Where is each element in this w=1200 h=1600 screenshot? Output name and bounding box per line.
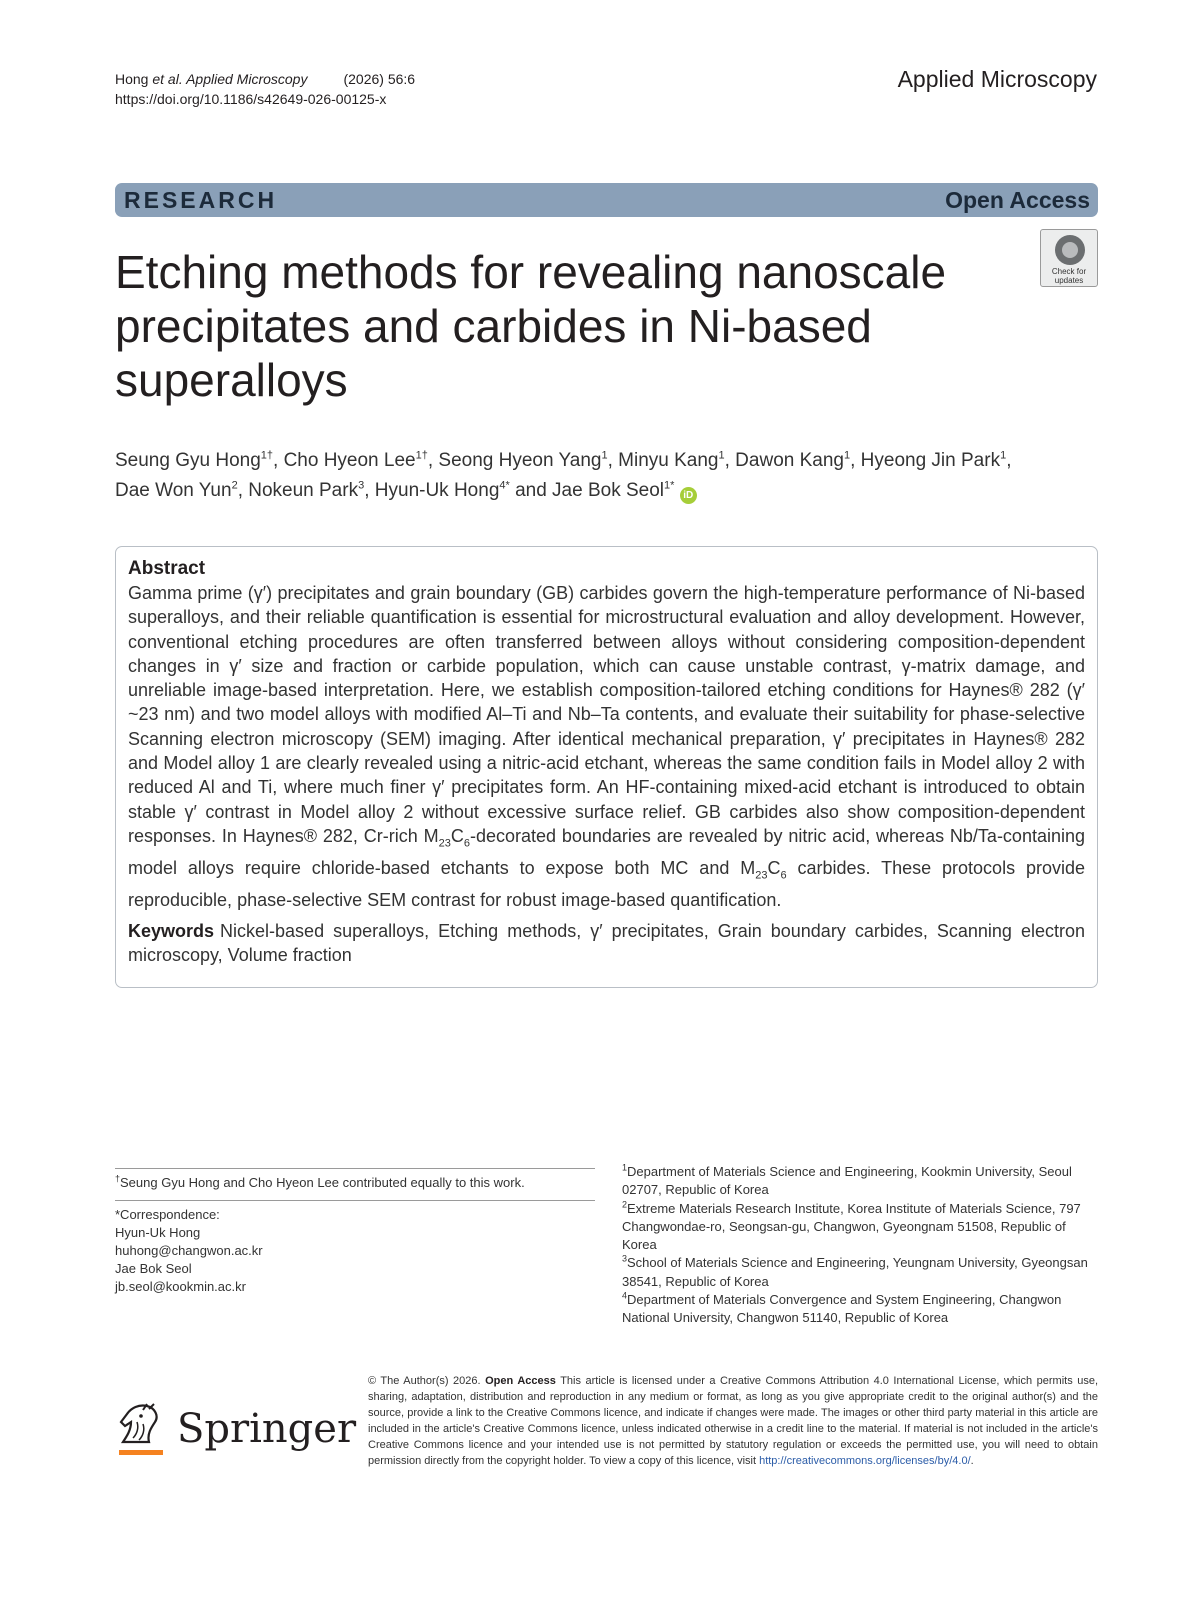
correspondence-name: Jae Bok Seol: [115, 1261, 192, 1276]
check-updates-line1: Check for: [1051, 267, 1087, 276]
license-section: [115, 1373, 1099, 1468]
author-affil: 4*: [499, 479, 510, 492]
subscript: 23: [755, 869, 768, 882]
affiliation-text: Department of Materials Convergence and System Engineering, Changwon National University, Changwon 51140, Republic of Korea: [622, 1292, 1062, 1326]
author-name[interactable]: , Nokeun Park: [237, 480, 359, 501]
springer-horse-icon: [117, 1400, 165, 1460]
check-updates-text: [1041, 267, 1097, 285]
springer-wordmark: Springer: [177, 1406, 357, 1452]
article-type: RESEARCH: [124, 187, 278, 213]
author-affil: 1*: [664, 479, 675, 492]
doi-link[interactable]: https://doi.org/10.1186/s42649-026-00125-x: [115, 91, 387, 107]
article-title: Etching methods for revealing nanoscale precipitates and carbides in Ni-based superalloys: [115, 246, 947, 406]
abstract-text-part: C: [450, 825, 464, 846]
affiliation-number: 4: [622, 1290, 628, 1301]
subscript: 6: [463, 837, 470, 850]
license-end: .: [970, 1455, 974, 1468]
author-affil: 1: [718, 449, 725, 462]
correspondence-email[interactable]: jb.seol@kookmin.ac.kr: [115, 1279, 246, 1294]
orcid-icon[interactable]: iD: [680, 487, 697, 504]
equal-contribution-text: Seung Gyu Hong and Cho Hyeon Lee contributed equally to this work.: [120, 1175, 525, 1190]
abstract-box: [115, 546, 1098, 988]
author-name[interactable]: and Jae Bok Seol: [509, 480, 665, 501]
copyright: © The Author(s) 2026.: [368, 1375, 486, 1387]
keywords-label: Keywords: [128, 921, 215, 942]
citation-line: [115, 69, 415, 89]
author-name[interactable]: Seung Gyu Hong: [115, 450, 261, 471]
subscript: 6: [780, 869, 787, 882]
footnotes: [115, 1168, 595, 1296]
abstract-text-part: C: [767, 857, 781, 878]
springer-logo[interactable]: [115, 1400, 357, 1460]
affiliation-number: 1: [622, 1162, 628, 1173]
license-text: [368, 1373, 1098, 1470]
affiliation-text: School of Materials Science and Engineering, Yeungnam University, Gyeongsan 38541, Republic of Korea: [622, 1255, 1088, 1289]
abstract-text-part: Gamma prime (γ′) precipitates and grain boundary (GB) carbides govern the high-temperature performance of Ni-based superalloys, and their reliable quantification is essential for microstructural evaluation and alloy development. However, conventional etching procedures are often transferred between alloys without considering composition-dependent changes in γ′ size and fraction or carbide population, which can cause unstable contrast, γ-matrix damage, and unreliable image-based interpretation. Here, we establish composition-tailored etching conditions for Haynes® 282 (γ′ ~23 nm) and two model alloys with modified Al–Ti and Nb–Ta contents, and evaluate their suitability for phase-selective Scanning electron microscopy (SEM) imaging. After identical mechanical preparation, γ′ precipitates in Haynes® 282 and Model alloy 1 are clearly revealed using a nitric-acid etchant, whereas the same condition fails in Model alloy 2 with reduced Al and Ti, where much finer γ′ precipitates form. An HF-containing mixed-acid etchant is introduced to obtain stable γ′ contrast in Model alloy 2 without excessive surface relief. GB carbides also show composition-dependent responses. In Haynes® 282, Cr-rich M: [128, 583, 1085, 846]
affiliation-item: [622, 1200, 1092, 1255]
author-name[interactable]: , Cho Hyeon Lee: [273, 450, 416, 471]
author-affil: 1†: [260, 449, 274, 462]
author-affil: 1: [843, 449, 851, 462]
abstract-heading: Abstract: [128, 558, 206, 579]
affiliations: [622, 1163, 1092, 1328]
correspondence-email[interactable]: huhong@changwon.ac.kr: [115, 1243, 263, 1258]
affiliation-text: Department of Materials Science and Engineering, Kookmin University, Seoul 02707, Republic of Korea: [622, 1164, 1072, 1198]
check-for-updates-badge[interactable]: [1040, 229, 1098, 287]
running-header: [115, 69, 415, 109]
article-type-banner: [115, 183, 1098, 217]
journal-name: Applied Microscopy: [897, 66, 1097, 92]
abstract-text-part: -decorated boundaries are revealed by nitric acid, whereas Nb/Ta-containing model alloys require chloride-based etchants to expose both MC and M: [128, 825, 1085, 878]
subscript: 23: [438, 837, 451, 850]
affiliation-item: [622, 1163, 1092, 1200]
author-affil: 3: [358, 479, 365, 492]
author-affil: 2: [231, 479, 238, 492]
correspondence-name: Hyun-Uk Hong: [115, 1225, 201, 1240]
citation-volume: (2026) 56:6: [343, 71, 416, 87]
keywords-list: Nickel-based superalloys, Etching methods, γ′ precipitates, Grain boundary carbides, Scanning electron microscopy, Volume fraction: [128, 921, 1085, 966]
affiliation-item: [622, 1291, 1092, 1328]
check-updates-line2: updates: [1054, 276, 1084, 285]
open-access-label: Open Access: [945, 187, 1090, 213]
footnote-mark: †: [115, 1173, 121, 1184]
license-link[interactable]: http://creativecommons.org/licenses/by/4.0/: [759, 1455, 971, 1468]
citation-journal: et al. Applied Microscopy: [152, 71, 308, 87]
license-open-access: Open Access: [485, 1375, 556, 1387]
correspondence: [115, 1200, 595, 1296]
abstract-text-part: carbides. These protocols provide reproducible, phase-selective SEM contrast for robust image-based quantification.: [128, 857, 1085, 910]
license-body: This article is licensed under a Creative Commons Attribution 4.0 International License, which permits use, sharing, adaptation, distribution and reproduction in any medium or format, as long as you give appropriate credit to the original author(s) and the source, provide a link to the Creative Commons licence, and indicate if changes were made. The images or other third party material in this article are included in the article's Creative Commons licence, unless indicated otherwise in a credit line to the material. If material is not included in the article's Creative Commons licence and your intended use is not permitted by statutory regulation or exceeds the permitted use, you will need to obtain permission directly from the copyright holder. To view a copy of this licence, visit: [368, 1375, 1099, 1468]
author-list: [115, 446, 1055, 506]
author-sep: ,: [1006, 450, 1012, 471]
citation-author: Hong: [115, 71, 153, 87]
author-affil: 1: [601, 449, 608, 462]
check-updates-icon: [1055, 235, 1085, 265]
author-affil: 1: [1000, 449, 1007, 462]
affiliation-item: [622, 1254, 1092, 1291]
abstract-text: [128, 581, 1085, 912]
author-name[interactable]: , Hyun-Uk Hong: [364, 480, 500, 501]
author-name[interactable]: , Dawon Kang: [724, 450, 844, 471]
author-name[interactable]: , Hyeong Jin Park: [850, 450, 1001, 471]
author-affil: 1†: [415, 449, 428, 462]
correspondence-label: *Correspondence:: [115, 1207, 220, 1222]
author-name[interactable]: , Minyu Kang: [607, 450, 719, 471]
equal-contribution-note: [115, 1168, 595, 1192]
affiliation-number: 3: [622, 1254, 628, 1265]
author-name[interactable]: , Seong Hyeon Yang: [427, 450, 602, 471]
affiliation-number: 2: [622, 1199, 628, 1210]
keywords: [128, 919, 1085, 968]
affiliation-text: Extreme Materials Research Institute, Korea Institute of Materials Science, 797 Changwondae-ro, Seongsan-gu, Changwon, Gyeongnam 51508, Republic of Korea: [622, 1200, 1081, 1253]
author-name[interactable]: Dae Won Yun: [115, 480, 232, 501]
